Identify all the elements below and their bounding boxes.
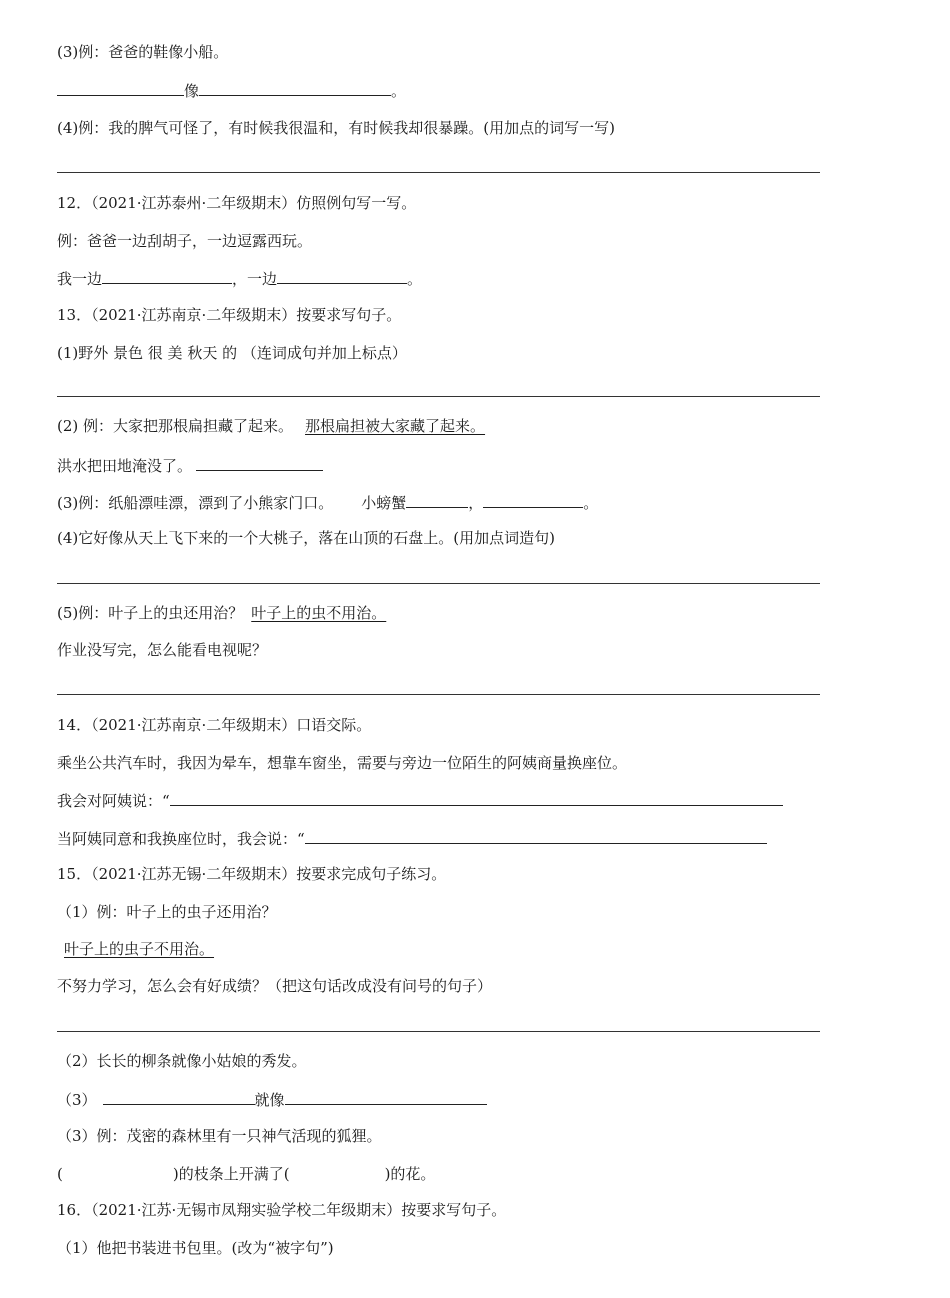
q14-say1: 我会对阿姨说：“ <box>57 792 170 810</box>
q13-5-answer: 叶子上的虫不用治。 <box>251 604 387 622</box>
blank[interactable] <box>103 1089 255 1105</box>
q15-title: 15．（2021·江苏无锡·二年级期末）按要求完成句子练习。 <box>57 865 447 883</box>
q13-3-example: (3)例：纸船漂哇漂，漂到了小熊家门口。 <box>57 494 334 512</box>
q13-2-answer: 那根扁担被大家藏了起来。 <box>305 417 486 435</box>
answer-line[interactable] <box>57 172 820 173</box>
q15-3b-example: （3）例：茂密的森林里有一只神气活现的狐狸。 <box>57 1127 382 1145</box>
q13-2-prompt: 洪水把田地淹没了。 <box>57 457 193 475</box>
q13-2-example: (2) 例：大家把那根扁担藏了起来。 <box>57 417 294 435</box>
q15-1-answer: 叶子上的虫子不用治。 <box>64 940 215 958</box>
q12-prompt-end: 。 <box>407 270 423 288</box>
answer-line[interactable] <box>57 694 820 695</box>
q13-3-prompt: 小螃蟹 <box>361 494 407 512</box>
blank[interactable] <box>102 268 232 284</box>
q15-3a-like: 就像 <box>254 1091 285 1109</box>
q12-fill-line <box>57 268 422 289</box>
blank[interactable] <box>406 492 468 508</box>
q15-3b-mid: )的枝条上开满了( <box>172 1165 290 1183</box>
q15-1-example: （1）例：叶子上的虫子还用治？ <box>57 903 277 921</box>
q13-5-line <box>57 603 386 623</box>
blank[interactable] <box>57 80 184 96</box>
q14-say2-line <box>57 828 767 849</box>
blank[interactable] <box>305 828 767 844</box>
q11-3-fill-line <box>57 80 406 101</box>
q13-2-prompt-line <box>57 455 323 476</box>
q13-3-end: 。 <box>583 494 599 512</box>
blank[interactable] <box>170 790 783 806</box>
blank[interactable] <box>285 1089 487 1105</box>
q11-4: (4)例：我的脾气可怪了，有时候我很温和，有时候我却很暴躁。(用加点的词写一写) <box>57 119 615 137</box>
q14-say1-line <box>57 790 783 811</box>
q13-1: (1)野外 景色 很 美 秋天 的 （连词成句并加上标点） <box>57 344 407 362</box>
q15-3b-end: )的花。 <box>384 1165 436 1183</box>
q16-1: （1）他把书装进书包里。(改为“被字句”) <box>57 1239 334 1257</box>
blank[interactable] <box>199 80 391 96</box>
q15-3a-line <box>57 1089 487 1110</box>
q14-scene: 乘坐公共汽车时，我因为晕车，想靠车窗坐，需要与旁边一位陌生的阿姨商量换座位。 <box>57 754 628 772</box>
q12-prompt-b: ，一边 <box>232 270 278 288</box>
blank[interactable] <box>196 455 323 471</box>
q15-3b-fill-line <box>57 1164 435 1184</box>
q12-prompt-a: 我一边 <box>57 270 103 288</box>
q12-title: 12．（2021·江苏泰州·二年级期末）仿照例句写一写。 <box>57 194 417 212</box>
q13-3-comma: ， <box>468 494 484 512</box>
q13-title: 13．（2021·江苏南京·二年级期末）按要求写句子。 <box>57 306 402 324</box>
q15-3b-open1: ( <box>57 1165 63 1183</box>
q13-4: (4)它好像从天上飞下来的一个大桃子，落在山顶的石盘上。(用加点词造句) <box>57 529 555 547</box>
q13-5-example: (5)例：叶子上的虫还用治？ <box>57 604 244 622</box>
blank[interactable] <box>277 268 407 284</box>
q11-3-like: 像 <box>184 82 200 100</box>
q14-title: 14．（2021·江苏南京·二年级期末）口语交际。 <box>57 716 372 734</box>
q15-1-prompt: 不努力学习，怎么会有好成绩？（把这句话改成没有问号的句子） <box>57 977 493 995</box>
q11-3-end: 。 <box>391 82 407 100</box>
q14-say2: 当阿姨同意和我换座位时，我会说：“ <box>57 830 305 848</box>
q13-5-prompt: 作业没写完，怎么能看电视呢？ <box>57 641 268 659</box>
q13-2-line <box>57 416 485 436</box>
blank[interactable] <box>483 492 583 508</box>
q15-2: （2）长长的柳条就像小姑娘的秀发。 <box>57 1052 307 1070</box>
q12-example: 例：爸爸一边刮胡子，一边逗露西玩。 <box>57 232 313 250</box>
q16-title: 16．（2021·江苏·无锡市凤翔实验学校二年级期末）按要求写句子。 <box>57 1201 507 1219</box>
answer-line[interactable] <box>57 396 820 397</box>
q11-3-example: (3)例：爸爸的鞋像小船。 <box>57 43 229 61</box>
q15-3a-label: （3） <box>57 1091 97 1109</box>
answer-line[interactable] <box>57 583 820 584</box>
q13-3-line <box>57 492 598 513</box>
answer-line[interactable] <box>57 1031 820 1032</box>
q15-1-answer-line <box>64 939 214 959</box>
